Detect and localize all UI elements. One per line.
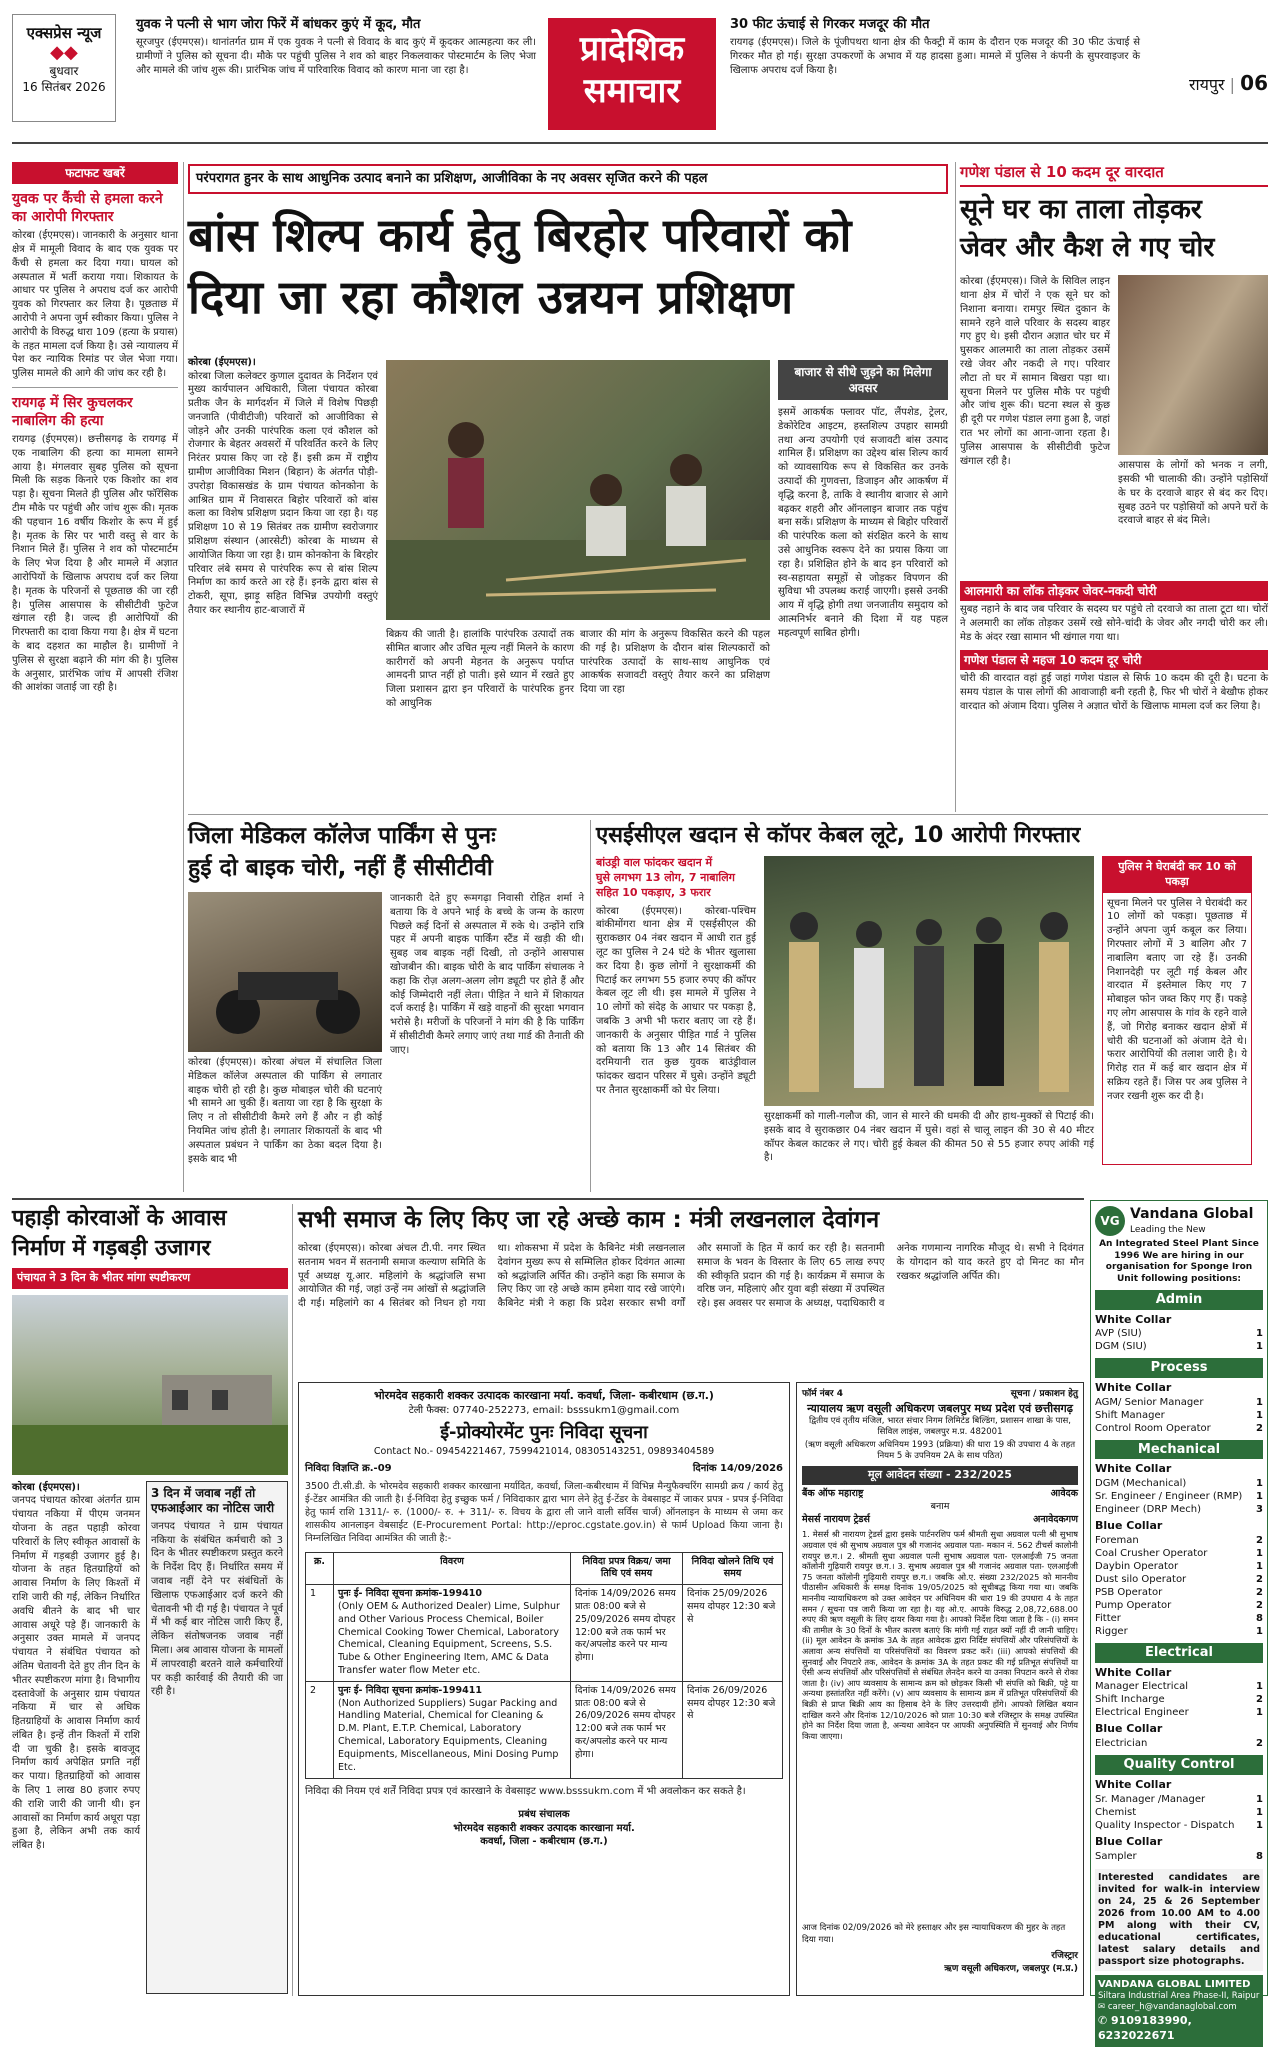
job-group-heading: Blue Collar <box>1095 1722 1163 1736</box>
job-position-count: 1 <box>1256 1707 1263 1719</box>
tender-row-sno: 1 <box>306 1585 334 1682</box>
job-position-name: Control Room Operator <box>1095 1422 1211 1434</box>
secl-kicker-line1: बांउड्री वाल फांदकर खदान में <box>596 856 713 869</box>
top-left-body: सूरजपुर (ईएमएस)। थानांतर्गत ग्राम में एक युवक ने पत्नी से विवाद के बाद कुएं में कूदकर आत्महत्या कर ली। ग्रामीणों ने पुलिस को सूचना दी। मौके पर पहुंची पुलिस ने शव को बाहर निकलवाकर पोस्टमार्टम के लिए भेजा और मामले की जांच शुरू की। प्रारंभिक जांच में पारिवारिक विवाद को कारण माना जा रहा है। <box>136 37 536 76</box>
tender-row-desc: (Non Authorized Suppliers) Sugar Packing and Handling Material, Chemical for Cleaning & D.M. Plant, E.T.P. Chemical, Laboratory Chemical, Laboratory Equipments, Cleaning Equipments, Miscellaneous, Mini Dosing Pump Etc. <box>338 1697 559 1773</box>
job-position-row <box>1095 1340 1263 1353</box>
tender-sign3: कवर्धा, जिला - कबीरधाम (छ.ग.) <box>480 1836 608 1848</box>
mid-split-rule <box>590 820 591 1192</box>
tender-row-sale: दिनांक 14/09/2026 समय प्रातः 08:00 बजे से 25/09/2026 समय दोपहर 12:00 बजे तक फार्म भर कर/अपलोड करने पर मान्य होगा। <box>571 1585 683 1682</box>
job-position-name: DGM (Mechanical) <box>1095 1478 1187 1490</box>
job-position-count: 2 <box>1256 1535 1263 1547</box>
mail-icon: ✉ <box>1098 2002 1108 2013</box>
unfinished-house-illustration <box>12 1295 288 1475</box>
korwa-housing-story <box>12 1204 288 1996</box>
job-position-row <box>1095 1396 1263 1409</box>
vandana-company: Vandana Global <box>1130 1206 1254 1222</box>
top-story-right <box>730 16 1140 126</box>
medical-body: जानकारी देते हुए रूमगढ़ा निवासी रोहित शर्मा ने बताया कि वे अपने भाई के बच्चे के जन्म के कारण पिछले कई दिनों से अस्पताल में रुके थे। उन्होंने रात्रि पहर में अपनी बाइक पार्किंग स्टैंड में खड़ी की थी। सुबह जब बाइक नहीं दिखी, तो उन्होंने आसपास खोजबीन की। बाइक चोरी के बाद पार्किंग संचालक ने कहा कि रोज़ अलग-अलग लोग ड्यूटी पर होते हैं और कोई जिम्मेदारी नहीं लेता। पीड़ित ने थाने में शिकायत दर्ज कराई है। पार्किंग में खड़े वाहनों की सुरक्षा भगवान भरोसे है। मरीजों के परिजनों ने मांग की है कि पार्किंग में सीसीटीवी कैमरे लगाए जाएं तथा गार्ड की तैनाती की जाए। <box>390 893 584 1056</box>
job-position-row <box>1095 1806 1263 1819</box>
folio-city: रायपुर <box>1188 75 1225 94</box>
job-position-name: Daybin Operator <box>1095 1561 1179 1573</box>
job-position-row <box>1095 1477 1263 1490</box>
tender-org: भोरमदेव सहकारी शक्कर उत्पादक कारखाना मर्या. कवर्धा, जिला- कबीरधाम (छ.ग.) <box>374 1389 714 1402</box>
left-story1-body: कोरबा (ईएमएस)। जानकारी के अनुसार थाना क्षेत्र में मामूली विवाद के बाद एक युवक पर कैंची से हमला कर दिया गया। घायल को अस्पताल में भर्ती कराया गया। शिकायत के आधार पर पुलिस ने अपराध दर्ज कर आरोपी युवक को गिरफ्तार कर लिया है। पूछताछ में आरोपी ने अपना जुर्म स्वीकार किया। पुलिस ने आरोपी के विरुद्ध धारा 109 (हत्या के प्रयास) के तहत मामला दर्ज किया है। उसे न्यायालय में पेश कर न्यायिक रिमांड पर जेल भेजा गया। पुलिस मामले की आगे की जांच कर रही है। <box>12 230 178 380</box>
tender-col-desc: विवरण <box>334 1552 571 1585</box>
bottom-section-rule <box>12 1198 1084 1200</box>
drt-role2: अनावेदकगण <box>1033 1513 1078 1525</box>
job-position-row <box>1095 1706 1263 1719</box>
job-position-count: 2 <box>1256 1422 1263 1434</box>
vandana-footer-phone <box>1098 2014 1260 2044</box>
tender-row-open: दिनांक 26/09/2026 समय दोपहर 12:30 बजे से <box>683 1681 783 1778</box>
job-group-heading: White Collar <box>1095 1665 1172 1679</box>
vandana-footer-address: Siltara Industrial Area Phase-II, Raipur <box>1098 1991 1260 2002</box>
job-group-heading: White Collar <box>1095 1312 1172 1326</box>
job-position-row <box>1095 1560 1263 1573</box>
job-position-name: Manager Electrical <box>1095 1681 1188 1693</box>
tender-contact-line: टेली फैक्स: 07740-252273, email: bsssukm1@gmail.com <box>408 1404 680 1416</box>
korwa-dateline: कोरबा (ईएमएस)। <box>12 1481 80 1493</box>
job-position-count: 1 <box>1256 1409 1263 1421</box>
minister-body: कोरबा (ईएमएस)। कोरबा अंचल टी.पी. नगर स्थित सतनाम भवन में सतनामी समाज कल्याण समिति के पूर्व अध्यक्ष यू.आर. महिलांगे के श्रद्धांजलि सभा आयोजित की गई, जहां उन्हें नम आंखों से श्रद्धांजलि दी गई। महिलांगे का 4 सितंबर को निधन हो गया था। शोकसभा में प्रदेश के कैबिनेट मंत्री लखनलाल देवांगन मुख्य रूप से सम्मिलित होकर दिवंगत आत्मा को श्रद्धांजलि अर्पित की। उन्होंने कहा कि समाज के लिए किए जा रहे अच्छे काम हमेशा याद रखे जाएंगे। कैबिनेट मंत्री ने कहा कि प्रदेश सरकार सभी वर्गों और समाजों के हित में कार्य कर रही है। सतनामी समाज के भवन के विस्तार के लिए 65 लाख रुपए की स्वीकृति प्रदान की गई है। कार्यक्रम में समाज के वरिष्ठ जन, महिलाएं और युवा बड़ी संख्या में उपस्थित रहे। इस अवसर पर समाज के अध्यक्ष, पदाधिकारी व अनेक गणमान्य नागरिक मौजूद थे। सभी ने दिवंगत के योगदान को याद करते हुए दो मिनट का मौन रखकर श्रद्धांजलि अर्पित की। <box>298 1243 1084 1310</box>
minister-story <box>298 1204 1084 1376</box>
job-position-name: Fitter <box>1095 1613 1121 1625</box>
job-position-name: Chemist <box>1095 1806 1137 1818</box>
lead-body1: कोरबा जिला कलेक्टर कुणाल दुदावत के निर्देशन एवं मुख्य कार्यपालन अधिकारी, जिला पंचायत कोरबा प्रतीक जैन के मार्गदर्शन में जिले में विशेष पिछड़ी जनजाति (पीवीटीजी) परिवारों को आजीविका से जोड़ने और उनकी पारंपरिक कला एवं कौशल को रोजगार के बेहतर अवसरों में परिवर्तित करने के लिए निरंतर प्रयास किए जा रहे हैं। इसी क्रम में राष्ट्रीय ग्रामीण आजीविका मिशन (बिहान) के अंतर्गत पोड़ी-उपरोड़ा विकासखंड के ग्राम पंचायत कोनकोना के आश्रित ग्राम में निवासरत बिहोर परिवारों को बांस कला का विशेष प्रशिक्षण प्रदान किया जा रहा है। यह प्रशिक्षण 10 से 19 सितंबर तक ग्रामीण स्वरोजगार प्रशिक्षण संस्थान (आरसेटी) कोरबा के माध्यम से आयोजित किया जा रहा है। ग्राम कोनकोना के बिरहोर परिवार लंबे समय से पारंपरिक रूप से बांस शिल्प निर्माण का कार्य करते आ रहे हैं। इनके द्वारा बांस से टोकरी, सूपा, झाड़ू सहित विभिन्न उपयोगी वस्तुएं तैयार कर स्थानीय हाट-बाजारों में <box>188 370 379 617</box>
lead-headline-line2: दिया जा रहा कौशल उन्नयन प्रशिक्षण <box>188 270 794 324</box>
job-position-name: Shift Manager <box>1095 1409 1165 1421</box>
korwa-headline-line1: पहाड़ी कोरवाओं के आवास <box>12 1206 227 1231</box>
secl-sidebox-body: सूचना मिलने पर पुलिस ने घेराबंदी कर 10 लोगों को पकड़ा। पूछताछ में उन्होंने अपना जुर्म कबूल कर लिया। गिरफ्तार लोगों में 3 बालिग और 7 नाबालिग बताए जा रहे हैं। उनकी निशानदेही पर लूटी गई केबल और वारदात में इस्तेमाल किए गए 7 मोबाइल फोन जब्त किए गए हैं। पकड़े गए लोग आसपास के गांव के रहने वाले हैं, जो गिरोह बनाकर खदान क्षेत्रों में चोरी की घटनाओं को अंजाम देते थे। फरार आरोपियों की तलाश जारी है। ये गिरोह रात में कई बार खदान क्षेत्र में सक्रिय रहते हैं। जिस पर अब पुलिस ने नजर रखनी शुरू कर दी है। <box>1107 897 1247 1102</box>
drt-notice <box>796 1382 1084 1996</box>
mid-section-rule <box>188 814 1268 815</box>
left-story2-body: रायगढ़ (ईएमएस)। छत्तीसगढ़ के रायगढ़ में एक नाबालिग की हत्या का मामला सामने आया है। मंगलवार सुबह पुलिस को सूचना मिली कि सड़क किनारे एक किशोर का शव पड़ा है। सूचना मिलते ही पुलिस और फॉरेंसिक टीम मौके पर पहुंची और जांच शुरू की। मृतक की पहचान 16 वर्षीय किशोर के रूप में हुई है। मृतक के सिर पर भारी वस्तु से वार के निशान मिले हैं। पुलिस ने शव को पोस्टमार्टम के लिए भेज दिया है और मामले में अज्ञात आरोपियों के खिलाफ अपराध दर्ज कर लिया है। मृतक के परिजनों से पूछताछ की जा रही है। पुलिस आसपास के सीसीटीवी फुटेज खंगाल रही है। जल्द ही आरोपियों की गिरफ्तारी का दावा किया गया है। क्षेत्र में घटना के बाद दहशत का माहौल है। ग्रामीणों ने पुलिस से सुरक्षा बढ़ाने की मांग की है। पुलिस के अनुसार, प्रारंभिक जांच में आपसी रंजिश की आशंका जताई जा रही है। <box>12 433 178 694</box>
bottom-left-rule <box>292 1204 293 1996</box>
bike-parking-photo <box>188 892 382 1052</box>
top-right-body: रायगढ़ (ईएमएस)। जिले के पूंजीपथरा थाना क्षेत्र की फैक्ट्री में काम के दौरान एक मजदूर की 30 फीट ऊंचाई से गिरकर मौत हो गई। सुरक्षा उपकरणों के अभाव में यह हादसा हुआ। मामले में पुलिस ने कंपनी के सुपरवाइजर के खिलाफ अपराध दर्ज किया है। <box>730 37 1141 76</box>
drt-sign-date: आज दिनांक 02/09/2026 को मेरे हस्ताक्षर और इस न्यायाधिकरण की मुहर के तहत दिया गया। <box>802 1923 1066 1945</box>
folio-divider: | <box>1229 75 1241 94</box>
tender-row-title: पुनः ई- निविदा सूचना क्रमांक-199410 <box>338 1588 482 1600</box>
vandana-phone-text: 9109183990, 6232022671 <box>1098 2013 1192 2042</box>
top-right-headline: 30 फीट ऊंचाई से गिरकर मजदूर की मौत <box>730 17 930 32</box>
korwa-headline-line2: निर्माण में गड़बड़ी उजागर <box>12 1236 211 1261</box>
bamboo-training-photo <box>386 360 770 620</box>
job-group-heading: White Collar <box>1095 1380 1172 1394</box>
job-position-row <box>1095 1625 1263 1638</box>
korwa-box-body: जनपद पंचायत ने ग्राम पंचायत नकिया के संबंधित कर्मचारी को 3 दिन के भीतर स्पष्टीकरण प्रस्तुत करने के निर्देश दिए हैं। निर्धारित समय में जवाब नहीं देने पर संबंधितों के खिलाफ एफआईआर दर्ज करने की चेतावनी भी दी गई है। पंचायत ने पूर्व में भी कई बार नोटिस जारी किए हैं, लेकिन संतोषजनक जवाब नहीं मिला। अब आवास योजना के मामलों में लापरवाही बरतने वाले कर्मचारियों पर कड़ी कार्रवाई की तैयारी की जा रही है। <box>151 1520 283 1698</box>
job-position-row <box>1095 1547 1263 1560</box>
job-position-name: Engineer (DRP Mech) <box>1095 1504 1201 1516</box>
secl-kicker-line2: घुसे लगभग 13 लोग, 7 नाबालिग <box>596 870 735 884</box>
job-position-row <box>1095 1819 1263 1832</box>
right-body: कोरबा (ईएमएस)। जिले के सिविल लाइन थाना क्षेत्र में चोरों ने एक सूने घर को निशाना बनाया। रामपुर स्थित दुकान के सामने रहने वाले परिवार के सदस्य बाहर गए हुए थे। इसी दौरान अज्ञात चोर घर में घुसकर आलमारी का ताला तोड़कर उसमें रखे जेवर और नकदी ले गए। परिवार लौटा तो घर में सामान बिखरा पड़ा था। सूचना मिलने पर पुलिस मौके पर पहुंची और जांच शुरू की। घटना स्थल से कुछ ही दूरी पर गणेश पंडाल लगा हुआ है, जहां रात भर लोगों का आना-जाना रहता है। पुलिस आसपास के सीसीटीवी फुटेज खंगाल रही है। <box>960 276 1110 467</box>
tender-row-desc: (Only OEM & Authorized Dealer) Lime, Sulphur and Other Various Process Chemical, Boiler Chemical Cooking Tower Chemical, Laboratory Chemical, Cleaning Equipment, Screens, S.S. Tube & Other Engineering Item, AMC & Data Transfer water flow Meter etc. <box>338 1600 560 1676</box>
left-divider <box>12 387 178 388</box>
job-position-row <box>1095 1586 1263 1599</box>
tender-notice <box>298 1382 790 1996</box>
section-title-line2: समाचार <box>583 71 681 111</box>
drt-rule: (ऋण वसूली अधिकरण अधिनियम 1993 (प्रक्रिया) की धारा 19 की उपधारा 4 के तहत नियम 5 के उपनियम 2A के साथ पठित) <box>804 1440 1076 1462</box>
tender-col-sale: निविदा प्रपत्र विक्रय/ जमा तिथि एवं समय <box>571 1552 683 1585</box>
job-position-count: 3 <box>1256 1504 1263 1516</box>
korwa-box-title: 3 दिन में जवाब नहीं तो एफआईआर का नोटिस जारी <box>151 1485 275 1515</box>
job-group-heading: Blue Collar <box>1095 1834 1163 1848</box>
vandana-email-text: career_h@vandanaglobal.com <box>1107 2002 1237 2013</box>
job-position-count: 1 <box>1256 1793 1263 1805</box>
job-position-name: Shift Incharge <box>1095 1694 1165 1706</box>
folio-page-number: 06 <box>1240 71 1268 95</box>
drt-body: 1. मेसर्स श्री नारायण ट्रेडर्स द्वारा इसके पार्टनरशिप फर्म श्रीमती सुधा अग्रवाल पत्नी श्री सुभाष अग्रवाल एवं श्री सुभाष अग्रवाल पुत्र श्री गजानंद अग्रवाल पता- मकान नं. 562 टीचर्स कालोनी रायपुर छ.ग.। 2. श्रीमती सुधा अग्रवाल पत्नी सुभाष अग्रवाल पता- एलआईजी 75 जनता कॉलोनी गुढ़ियारी रायपुर छ.ग.। 3. सुभाष अग्रवाल पुत्र श्री गजानंद अग्रवाल पता- एलआईजी 75 जनता कॉलोनी गुढ़ियारी रायपुर छ.ग.। जबकि ओ.ए. संख्या 232/2025 को माननीय पीठासीन अधिकारी के समक्ष दिनांक 19/05/2025 को सूचीबद्ध किया गया था। जबकि माननीय न्यायाधिकरण को उक्त आवेदन पर अधिनियम की धारा 19 की उपधारा 4 के तहत समन / सूचना पत्र जारी किया जा रहा है। यह ओ.ए. आपके विरुद्ध 2,08,72,688.00 रुपए की ऋण वसूली के लिए दायर किया गया है। आपको निर्देश दिया जाता है कि - (i) समन की तामील के 30 दिनों के भीतर कारण बताएं कि मांगी गई राहत क्यों नहीं दी जानी चाहिए। (ii) मूल आवेदन के क्रमांक 3A के तहत आवेदक द्वारा निर्दिष्ट संपत्तियों और परिसंपत्तियों के अलावा अन्य संपत्तियों या परिसंपत्तियों का विवरण प्रकट करें। (iii) आपको संपत्तियों की सुनवाई और निपटारे तक, आवेदन के क्रमांक 3A के तहत प्रकट की गई प्रतिभूत संपत्तियों या ऐसी अन्य संपत्तियों और परिसंपत्तियों से संबंधित लेनदेन करने या उनका निपटान करने से रोका जाता है। (iv) आप व्यवसाय के सामान्य क्रम को छोड़कर किसी भी संपत्ति को बिक्री, पट्टे या अन्यथा हस्तांतरित नहीं करेंगे। (v) आप व्यवसाय के सामान्य क्रम में प्रतिभूत परिसंपत्तियों की बिक्री से प्राप्त बिक्री आय का हिसाब देने के लिए उत्तरदायी होंगे। आपको लिखित बयान दाखिल करने और दिनांक 12/10/2026 को प्रातः 10:30 बजे रजिस्ट्रार के समक्ष उपस्थित होने का निर्देश दिया जाता है, अन्यथा आवेदन पर आपकी अनुपस्थिति में सुनवाई और निर्णय किया जाएगा। <box>802 1529 1078 1741</box>
right-sub1-body: सुबह नहाने के बाद जब परिवार के सदस्य घर पहुंचे तो दरवाजे का ताला टूटा था। चोरों ने अलमारी का लॉक तोड़कर उसमें रखे सोने-चांदी के जेवर और नगदी चोरी कर ली। मेड के अंदर रखा सामान भी खंगाल गया था। <box>960 604 1268 644</box>
job-position-count: 8 <box>1256 1613 1263 1625</box>
lead-sidebox <box>778 360 948 808</box>
left-story1-headline: युवक पर कैंची से हमला करने का आरोपी गिरफ्तार <box>12 191 163 226</box>
theft-house-photo <box>1118 275 1268 455</box>
masthead-rule <box>12 142 1268 144</box>
drt-address: द्वितीय एवं तृतीय मंजिल, भारत संचार निगम लिमिटेड बिल्डिंग, प्रशासन शाखा के पास, सिविल लाइंस, जबलपुर म.प्र. 482001 <box>809 1416 1071 1438</box>
tender-table <box>305 1552 783 1779</box>
page-folio <box>1150 70 1268 100</box>
job-position-count: 1 <box>1256 1478 1263 1490</box>
section-banner <box>548 18 716 130</box>
job-position-row <box>1095 1793 1263 1806</box>
job-position-name: Sr. Manager /Manager <box>1095 1793 1206 1805</box>
drt-title: न्यायालय ऋण वसूली अधिकरण जबलपुर मध्य प्रदेश एवं छत्तीसगढ़ <box>807 1402 1073 1416</box>
top-left-headline: युवक ने पत्नी से भाग जोरा फिरें में बांधकर कुएं में कूद, मौत <box>136 17 421 32</box>
right-sub2-title: गणेश पंडाल से महज 10 कदम दूर चोरी <box>960 650 1268 670</box>
sidebox-title: बाजार से सीधे जुड़ने का मिलेगा अवसर <box>778 360 948 400</box>
tender-row-desc-cell <box>334 1681 571 1778</box>
lead-body2: बिक्रय की जाती है। हालांकि पारंपरिक उत्पादों तक सीमित बाजार और उचित मूल्य नहीं मिलने के कारण कारीगरों को अपनी मेहनत के अनुरूप पर्याप्त आमदनी प्राप्त नहीं हो पाती। इसे ध्यान में रखते हुए जिला प्रशासन द्वारा इन परिवारों के पारंपरिक हुनर को आधुनिक <box>386 629 574 709</box>
lead-right-rule <box>955 162 956 812</box>
job-position-row <box>1095 1422 1263 1435</box>
masthead-brand-box <box>12 14 116 122</box>
job-position-count: 2 <box>1256 1587 1263 1599</box>
medical-headline-line1: जिला मेडिकल कॉलेज पार्किंग से पुनः <box>188 823 496 849</box>
secl-kicker-line3: सहित 10 पकड़ाए, 3 फरार <box>596 885 711 899</box>
minister-headline: सभी समाज के लिए किए जा रहे अच्छे काम : मंत्री लखनलाल देवांगन <box>298 1207 880 1233</box>
vandana-footer-email <box>1098 2002 1260 2013</box>
job-position-count: 1 <box>1256 1626 1263 1638</box>
job-position-name: Quality Inspector - Dispatch <box>1095 1819 1235 1831</box>
job-position-row <box>1095 1490 1263 1503</box>
job-group-heading: Blue Collar <box>1095 1519 1163 1533</box>
secl-sidebox-title: पुलिस ने घेराबंदी कर 10 को पकड़ा <box>1103 857 1251 893</box>
job-position-count: 1 <box>1256 1561 1263 1573</box>
job-group-heading: White Collar <box>1095 1462 1172 1476</box>
lead-headline <box>188 204 948 342</box>
job-position-row <box>1095 1693 1263 1706</box>
lead-kicker: परंपरागत हुनर के साथ आधुनिक उत्पाद बनाने का प्रशिक्षण, आजीविका के नए अवसर सृजित करने की पहल <box>188 164 948 194</box>
drt-case-label: मूल आवेदन संख्या - 232/2025 <box>802 1466 1078 1485</box>
motorcycle-illustration <box>188 892 382 1052</box>
tender-contact-no: Contact No.- 09454221467, 7599421014, 08305143251, 09893404589 <box>373 1445 715 1457</box>
right-headline-line1: सूने घर का ताला तोड़कर <box>960 194 1202 226</box>
tender-row-title: पुनः ई- निविदा सूचना क्रमांक-199411 <box>338 1684 482 1696</box>
tender-title: ई-प्रोक्योरमेंट पुनः निविदा सूचना <box>440 1422 648 1444</box>
job-position-row <box>1095 1680 1263 1693</box>
job-position-name: Sampler <box>1095 1850 1137 1862</box>
drt-vs: बनाम <box>930 1500 950 1512</box>
job-position-name: DGM (SIU) <box>1095 1341 1147 1353</box>
left-column-rule <box>183 162 184 1192</box>
vandana-intro: An Integrated Steel Plant Since 1996 We are hiring in our organisation for Sponge Iron Unit following positions: <box>1099 1239 1259 1284</box>
brand-emblem-icon: ◆◆ <box>50 42 78 64</box>
tender-col-open: निविदा खोलने तिथि एवं समय <box>683 1552 783 1585</box>
job-position-name: PSB Operator <box>1095 1587 1163 1599</box>
tender-row-open: दिनांक 25/09/2026 समय दोपहर 12:30 बजे से <box>683 1585 783 1682</box>
job-position-count: 1 <box>1256 1341 1263 1353</box>
lead-col2 <box>386 628 574 808</box>
drt-signer2: ऋण वसूली अधिकरण, जबलपुर (म.प्र.) <box>944 1963 1078 1974</box>
job-position-count: 2 <box>1256 1574 1263 1586</box>
job-position-name: Coal Crusher Operator <box>1095 1548 1208 1560</box>
secl-photo-caption: सुरक्षाकर्मी को गाली-गलौज की, जान से मारने की धमकी दी और हाथ-मुक्कों से पिटाई की। इसके बाद वे सुराकछार 04 नंबर खदान में घुसे। वहां से चालू लाइन की 30 से 40 मीटर कॉपर केबल काटकर ले गए। चोरी हुई केबल की कीमत 50 से 55 हजार रुपए आंकी गई है। <box>764 1111 1094 1164</box>
job-position-count: 1 <box>1256 1396 1263 1408</box>
job-position-name: Rigger <box>1095 1626 1128 1638</box>
group-photo-illustration <box>764 856 1094 1106</box>
job-position-name: Sr. Engineer / Engineer (RMP) <box>1095 1491 1243 1503</box>
job-position-row <box>1095 1612 1263 1625</box>
column-label: फटाफट खबरें <box>12 162 178 184</box>
job-position-row <box>1095 1737 1263 1750</box>
tender-date: दिनांक 14/09/2026 <box>692 1463 783 1475</box>
right-sub1-title: आलमारी का लॉक तोड़कर जेवर-नकदी चोरी <box>960 581 1268 601</box>
arrested-accused-photo <box>764 856 1094 1106</box>
section-title-line1: प्रादेशिक <box>579 29 685 69</box>
drt-form: फॉर्म नंबर 4 <box>802 1389 843 1399</box>
right-story <box>960 162 1268 812</box>
lead-dateline: कोरबा (ईएमएस)। <box>188 357 256 368</box>
job-group-heading: White Collar <box>1095 1777 1172 1791</box>
job-position-name: Foreman <box>1095 1535 1139 1547</box>
vandana-logo-icon: VG <box>1095 1206 1125 1236</box>
lead-photo <box>386 360 770 620</box>
top-story-left <box>136 16 536 126</box>
issue-date: 16 सितंबर 2026 <box>22 80 106 95</box>
construction-site-photo <box>12 1295 288 1475</box>
job-section-heading: Mechanical <box>1095 1440 1263 1460</box>
drt-signer: रजिस्ट्रार <box>1051 1951 1078 1962</box>
job-position-name: Electrician <box>1095 1738 1148 1750</box>
tender-ref: निविदा विज्ञप्ति क्र.-09 <box>305 1463 392 1475</box>
tender-footer-note: निविदा की नियम एवं शर्तें निविदा प्रपत्र एवं कारखाने के वेबसाइट www.bsssukm.com में भी अवलोकन कर सकते है। <box>305 1785 746 1797</box>
job-position-name: Pump Operator <box>1095 1600 1172 1612</box>
drt-notice-type: सूचना / प्रकाशन हेतु <box>1010 1389 1078 1399</box>
drt-bank: बैंक ऑफ महाराष्ट्र <box>802 1487 864 1499</box>
left-story2-headline: रायगढ़ में सिर कुचलकर नाबालिग की हत्या <box>12 394 133 429</box>
vandana-footer-company: VANDANA GLOBAL LIMITED <box>1098 1978 1251 1990</box>
lead-col1 <box>188 356 378 810</box>
job-position-count: 2 <box>1256 1694 1263 1706</box>
table-row <box>306 1585 783 1682</box>
vandana-job-ad <box>1090 1200 1268 2042</box>
medical-caption: कोरबा (ईएमएस)। कोरबा अंचल में संचालित जिला मेडिकल कॉलेज अस्पताल की पार्किंग से लगातार बाइक चोरी हो रही है। कुछ मोबाइल चोरी की घटनाएं भी सामने आ चुकी हैं। बताया जा रहा है कि सुरक्षा के लिए न तो सीसीटीवी कैमरे लगे हैं और न ही कोई नियमित जांच होती है। लगातार शिकायतों के बाद भी अस्पताल प्रबंधन ने पार्किंग का ठेका बदल दिया है। इसके बाद भी <box>188 1057 382 1165</box>
lead-col3 <box>580 628 770 808</box>
job-position-count: 1 <box>1256 1491 1263 1503</box>
job-section-heading: Quality Control <box>1095 1755 1263 1775</box>
job-position-count: 2 <box>1256 1738 1263 1750</box>
job-position-row <box>1095 1503 1263 1516</box>
job-position-row <box>1095 1409 1263 1422</box>
tender-sign1: प्रबंध संचालक <box>518 1809 570 1821</box>
job-position-row <box>1095 1327 1263 1340</box>
tender-sign2: भोरमदेव सहकारी शक्कर उत्पादक कारखाना मर्या. <box>453 1822 635 1834</box>
job-position-name: Dust silo Operator <box>1095 1574 1187 1586</box>
korwa-body: जनपद पंचायत कोरबा अंतर्गत ग्राम पंचायत नकिया में पीएम जनमन योजना के तहत पहाड़ी कोरवा परिवारों के लिए स्वीकृत आवासों के निर्माण में गड़बड़ी उजागर हुई है। योजना के तहत हितग्राहियों को आवास निर्माण के लिए किश्तों में राशि जारी की गई, लेकिन निर्धारित अवधि बीतने के बाद भी चार आवास अधूरे पड़े हैं। जानकारी के अनुसार उक्त मामले में जनपद पंचायत ने संबंधित पंचायत को अंतिम चेतावनी देते हुए तीन दिन के भीतर स्पष्टीकरण मांगा है। विभागीय दस्तावेजों के अनुसार ग्राम पंचायत नकिया में चार से अधिक हितग्राहियों के आवास निर्माण कार्य लंबित है। इन्हें तीन किश्तों में राशि दी जा चुकी है। इसके बावजूद निर्माण कार्य अपेक्षित प्रगति नहीं कर पाया। हितग्राहियों को आवास के लिए 1 लाख 80 हजार रुपए की राशि जारी की जानी थी। इन आवासों का निर्माण कार्य अधूरा पड़ा हुआ है, लेकिन अभी तक कार्य लंबित है। <box>12 1495 140 1852</box>
right-headline-line2: जेवर और कैश ले गए चोर <box>960 232 1215 264</box>
job-section-heading: Admin <box>1095 1290 1263 1310</box>
job-position-row <box>1095 1573 1263 1586</box>
table-row <box>306 1681 783 1778</box>
issue-day: बुधवार <box>49 64 79 79</box>
lead-body3: बाजार की मांग के अनुरूप विकसित करने की पहल की गई है। प्रशिक्षण के दौरान बांस शिल्पकारों को पारंपरिक उत्पादों के साथ-साथ आधुनिक एवं आकर्षक सजावटी वस्तुएं तैयार करने का प्रशिक्षण दिया जा रहा <box>580 629 770 696</box>
lead-headline-line1: बांस शिल्प कार्य हेतु बिरहोर परिवारों को <box>188 208 852 262</box>
job-position-name: Electrical Engineer <box>1095 1707 1189 1719</box>
job-position-count: 8 <box>1256 1850 1263 1862</box>
job-position-count: 1 <box>1256 1328 1263 1340</box>
secl-story <box>596 820 1268 1192</box>
medical-headline-line2: हुई दो बाइक चोरी, नहीं हैं सीसीटीवी <box>188 855 493 881</box>
job-section-heading: Process <box>1095 1358 1263 1378</box>
vandana-walkin: Interested candidates are invited for walk-in interview on 24, 25 & 26 September 2026 from 10.00 AM to 4.00 PM along with their CV, educational certificates, latest salary details and passport size photographs. <box>1095 1869 1263 1971</box>
job-sections <box>1095 1290 1263 1862</box>
vandana-tagline: Leading the New <box>1130 1224 1206 1235</box>
sidebox-body: इसमें आकर्षक फ्लावर पॉट, लैंपशेड, ट्रेलर, डेकोरेटिव आइटम, हस्तशिल्प उपहार सामग्री तथा अन्य उपयोगी एवं सजावटी बांस उत्पाद शामिल हैं। प्रशिक्षण का उद्देश्य बांस शिल्प कार्य को व्यावसायिक रूप से विकसित कर उनके उत्पादों की गुणवत्ता, डिजाइन और आकर्षण में वृद्धि करना है, ताकि वे स्थानीय बाजार से आगे बढ़कर शहरी और ऑनलाइन बाजार तक पहुंच बना सकें। प्रशिक्षण के माध्यम से बिहोर परिवारों की पारंपरिक कला को संरक्षित करने के साथ उसे आधुनिक स्वरूप देने का प्रयास किया जा रहा है। प्रशिक्षित होने के बाद इन परिवारों को स्व-सहायता समूहों से जोड़कर विपणन की सुविधा भी उपलब्ध कराई जाएगी। इससे उनकी आय में वृद्धि होगी तथा जनजातीय समुदाय को आत्मनिर्भर बनाने की दिशा में यह पहल महत्वपूर्ण साबित होगी। <box>778 407 948 639</box>
whatsapp-icon: ✆ <box>1098 2013 1112 2027</box>
job-position-row <box>1095 1850 1263 1863</box>
tender-row-sno: 2 <box>306 1681 334 1778</box>
tender-row-desc-cell <box>334 1585 571 1682</box>
tender-col-sno: क्र. <box>306 1552 334 1585</box>
job-position-row <box>1095 1534 1263 1547</box>
korwa-kicker: पंचायत ने 3 दिन के भीतर मांगा स्पष्टीकरण <box>12 1268 288 1289</box>
job-position-count: 1 <box>1256 1681 1263 1693</box>
left-news-column <box>12 162 178 1198</box>
secl-body: कोरबा (ईएमएस)। कोरबा-पश्चिम बांकीमोंगरा थाना क्षेत्र में एसईसीएल की सुराकछार 04 नंबर खदान में आधी रात हुई लूट का पुलिस ने 24 घंटे के भीतर खुलासा कर दिया है। कुछ लोगों ने सुरक्षाकर्मी की पिटाई कर लगभग 55 हजार रुपए की कॉपर केबल लूट ली थी। इस मामले में पुलिस ने 10 लोगों को संदेह के आधार पर पकड़ा है, जबकि 3 अभी भी फरार बताए जा रहे हैं। जानकारी के अनुसार पीड़ित गार्ड ने पुलिस को बताया कि 13 और 14 सितंबर की दरमियानी रात कुछ युवक बाउंड्रीवाल फांदकर खदान परिसर में घुसे। उन्होंने ड्यूटी पर तैनात सुरक्षाकर्मी को घेर लिया। <box>596 905 756 1096</box>
tender-row-sale: दिनांक 14/09/2026 समय प्रातः 08:00 बजे से 26/09/2026 समय दोपहर 12:00 बजे तक फार्म भर कर/अपलोड करने पर मान्य होगा। <box>571 1681 683 1778</box>
job-position-count: 1 <box>1256 1819 1263 1831</box>
job-position-row <box>1095 1599 1263 1612</box>
job-position-count: 1 <box>1256 1548 1263 1560</box>
secl-headline: एसईसीएल खदान से कॉपर केबल लूटे, 10 आरोपी गिरफ्तार <box>596 823 1081 848</box>
tender-intro: 3500 टी.सी.डी. के भोरमदेव सहकारी शक्कर कारखाना मर्यादित, कवर्धा, जिला-कबीरधाम में विभिन्न मैन्युफैक्चरिंग सामग्री क्रय / कार्य हेतु ई-टेंडर आमंत्रित की जाती है। ई-निविदा हेतु इच्छुक फर्म / निविदाकार द्वारा भाग लेने हेतु ई-टेंडर के वेबसाइट में जाकर प्रपत्र - प्रपत्र ई-निविदा हेतु फार्म राशि 1311/- रु. (1000/- रु. + 311/- रु. विचय के द्वारा ली जाने वाली सर्विस चार्ज) ऑनलाइन के माध्यम से जमा कर शासकीय आनलाइन वेबसाईट (E-Procurement Portal: http://eproc.cgstate.gov.in) से फार्म Upload किया जाना है। निम्नलिखित निविदा आमंत्रित की जाती है:- <box>305 1480 783 1545</box>
job-position-name: AGM/ Senior Manager <box>1095 1396 1204 1408</box>
job-section-heading: Electrical <box>1095 1643 1263 1663</box>
right-sub2-body: चोरी की वारदात वहां हुई जहां गणेश पंडाल से सिर्फ 10 कदम की दूरी है। घटना के समय पंडाल के पास लोगों की आवाजाही बनी रहती है, फिर भी चोरों ने बेखौफ होकर वारदात को अंजाम दिया। पुलिस ने अज्ञात चोरों के खिलाफ मामला दर्ज कर लिया है। <box>960 673 1268 712</box>
medical-college-story <box>188 820 584 1192</box>
drt-role1: आवेदक <box>1050 1487 1078 1499</box>
job-position-count: 1 <box>1256 1806 1263 1818</box>
right-photo-caption: आसपास के लोगों को भनक न लगी, इसकी भी चालाकी की। उन्होंने पड़ोसियों के घर के दरवाजे बाहर से बंद कर दिए। सुबह उठने पर पड़ोसियों को अपने घरों के दरवाजे बाहर से बंद मिले। <box>1118 460 1268 527</box>
job-position-count: 2 <box>1256 1600 1263 1612</box>
job-position-name: AVP (SIU) <box>1095 1328 1142 1340</box>
brand-name: एक्सप्रेस न्यूज <box>26 24 102 42</box>
right-kicker: गणेश पंडाल से 10 कदम दूर वारदात <box>960 162 1268 187</box>
drt-respondent: मेसर्स नारायण ट्रेडर्स <box>802 1513 870 1525</box>
